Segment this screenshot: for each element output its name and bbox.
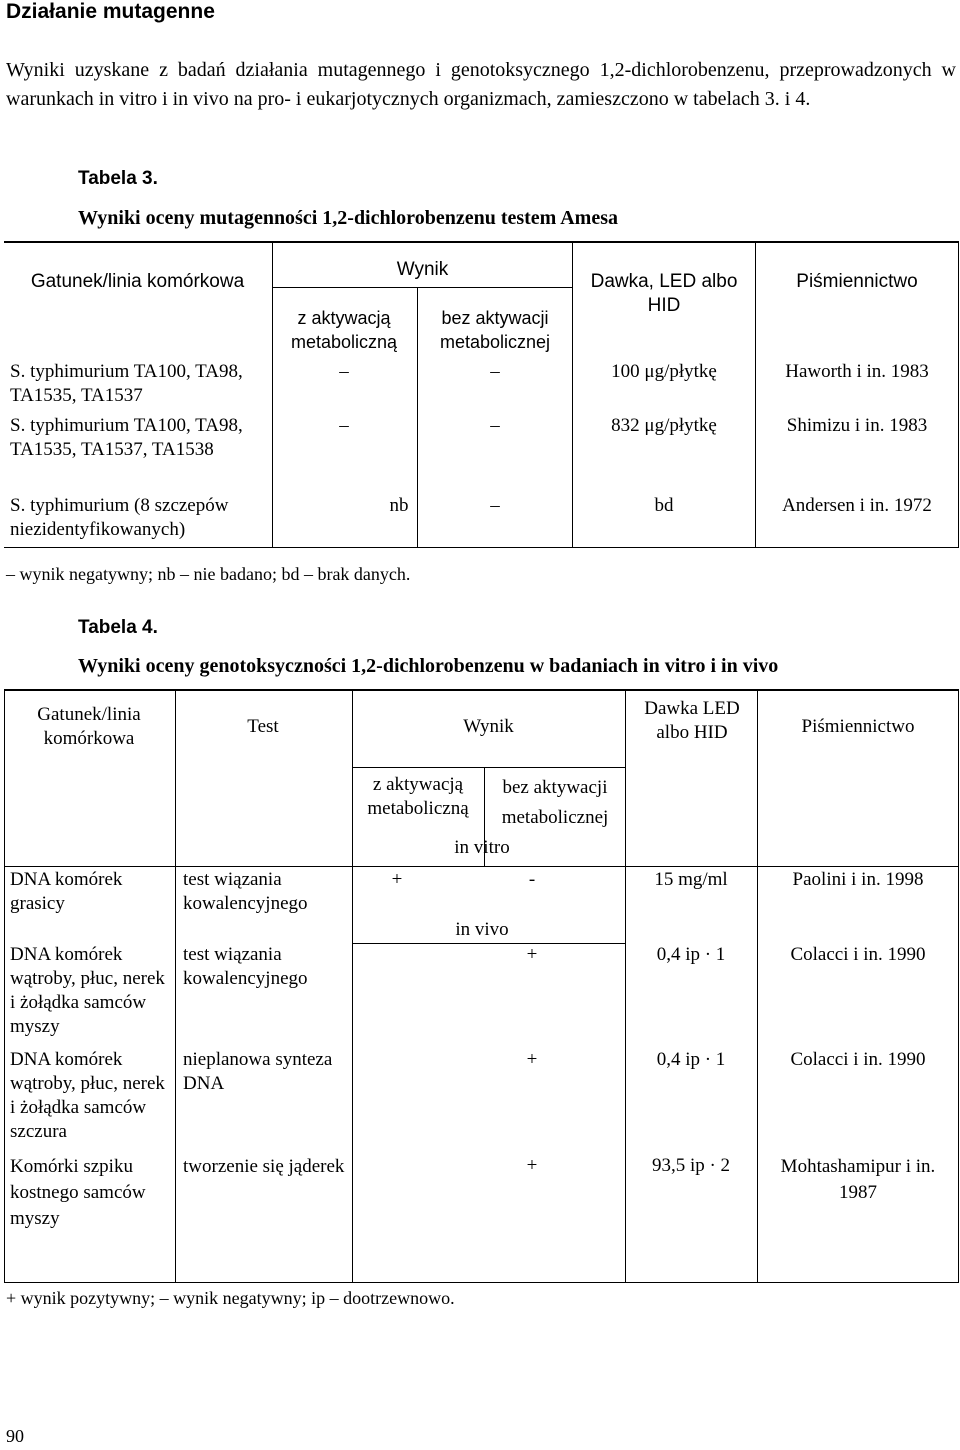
table3-title: Wyniki oceny mutagenności 1,2-dichlorobenzenu testem Amesa xyxy=(78,207,618,229)
table4-row-ref: Colacci i in. 1990 xyxy=(790,1049,926,1070)
table4-header-test: Test xyxy=(247,716,279,737)
table4-section-in-vitro: in vitro xyxy=(454,837,510,858)
table3-legend: – wynik negatywny; nb – nie badano; bd – brak danych. xyxy=(6,564,411,584)
table3-header-with-activation: z aktywacją metaboliczną xyxy=(290,308,398,352)
section-heading: Działanie mutagenne xyxy=(6,0,215,23)
table4-row-test: nieplanowa synteza DNA xyxy=(183,1049,333,1094)
table3-row-with: nb xyxy=(389,495,409,516)
table4-col-divider xyxy=(625,689,626,1282)
table4-left-border xyxy=(4,689,5,1283)
table3-row-species: S. typhimurium TA100, TA98, TA1535, TA1537 xyxy=(10,361,243,406)
table3-row-species: S. typhimurium (8 szczepów niezidentyfikowanych) xyxy=(10,495,229,540)
table4-header-literature: Piśmiennictwo xyxy=(801,716,915,737)
table3-header-dose: Dawka, LED albo HID xyxy=(590,271,738,316)
table3-bottom-border xyxy=(4,547,959,548)
table3-row-species: S. typhimurium TA100, TA98, TA1535, TA1537, TA1538 xyxy=(10,415,243,460)
table4-row-test: tworzenie się jąderek xyxy=(183,1156,345,1177)
table4-row-ref: Paolini i in. 1998 xyxy=(792,869,924,890)
table4-row-species: DNA komórek grasicy xyxy=(10,869,123,914)
table3-right-border xyxy=(958,241,959,547)
table4-subheader-rule xyxy=(352,767,625,768)
table3-header-result: Wynik xyxy=(396,259,449,280)
table4-row-dose: 0,4 ip · 1 xyxy=(656,944,726,965)
table4-caption: Tabela 4. xyxy=(78,617,158,638)
table4-row-without: - xyxy=(528,869,536,890)
table3-top-border xyxy=(4,241,959,243)
table4-col-divider xyxy=(352,689,353,1282)
table3-row-dose: 100 μg/płytkę xyxy=(611,361,717,382)
table4-row-ref: Mohtashamipur i in. 1987 xyxy=(780,1156,936,1203)
table4-row-without: + xyxy=(526,1049,538,1070)
table4-row-test: test wiązania kowalencyjnego xyxy=(183,944,308,989)
table4-right-border xyxy=(958,689,959,1283)
table4-title: Wyniki oceny genotoksyczności 1,2-dichlorobenzenu w badaniach in vitro i in vivo xyxy=(78,655,779,677)
table3-row-dose: 832 μg/płytkę xyxy=(611,415,717,436)
table3-header-without-activation: bez aktywacji metabolicznej xyxy=(439,308,551,352)
table4-top-border xyxy=(4,689,959,691)
table3-row-ref: Shimizu i in. 1983 xyxy=(786,415,928,436)
table4-row-dose: 93,5 ip · 2 xyxy=(651,1155,731,1176)
table4-header-dose: Dawka LED albo HID xyxy=(644,698,740,743)
table3-row-with: – xyxy=(339,361,349,382)
table4-row-ref: Colacci i in. 1990 xyxy=(790,944,926,965)
table4-header-result: Wynik xyxy=(463,716,514,737)
table4-row-test: test wiązania kowalencyjnego xyxy=(183,869,308,914)
table4-row-dose: 0,4 ip · 1 xyxy=(656,1049,726,1070)
table4-row-species: Komórki szpiku kostnego samców myszy xyxy=(10,1156,146,1229)
table3-row-ref: Andersen i in. 1972 xyxy=(782,495,932,516)
table3-row-without: – xyxy=(490,361,500,382)
table4-row-with: + xyxy=(391,869,403,890)
table4-header-without-activation: bez aktywacji metabolicznej xyxy=(501,777,609,828)
table4-row-without: + xyxy=(526,1155,538,1176)
table4-bottom-border xyxy=(4,1282,959,1283)
table3-col-divider xyxy=(755,241,756,547)
intro-paragraph: Wyniki uzyskane z badań działania mutagennego i genotoksycznego 1,2-dichlorobenzenu, przeprowadzonych w warunkach in vitro i in vivo na pro- i eukarjotycznych organizmach, zamieszczono w tabelach 3. i 4. xyxy=(6,59,956,110)
table3-header-species: Gatunek/linia komórkowa xyxy=(30,271,245,292)
table3-row-ref: Haworth i in. 1983 xyxy=(785,361,929,382)
table3-header-literature: Piśmiennictwo xyxy=(796,271,918,292)
table3-row-with: – xyxy=(339,415,349,436)
table3-subheader-rule xyxy=(273,287,572,288)
table4-header-with-activation: z aktywacją metaboliczną xyxy=(367,774,469,819)
table3-row-without: – xyxy=(490,495,500,516)
table4-header-bottom-rule xyxy=(4,866,959,867)
table4-row-species: DNA komórek wątroby, płuc, nerek i żołądka samców szczura xyxy=(10,1049,165,1142)
table3-row-dose: bd xyxy=(654,495,674,516)
table4-row-species: DNA komórek wątroby, płuc, nerek i żołądka samców myszy xyxy=(10,944,165,1037)
table3-caption: Tabela 3. xyxy=(78,168,158,189)
table3-row-without: – xyxy=(490,415,500,436)
table4-legend: + wynik pozytywny; – wynik negatywny; ip – dootrzewnowo. xyxy=(6,1288,455,1308)
table4-row-without: + xyxy=(526,944,538,965)
table4-section-in-vivo: in vivo xyxy=(455,919,509,940)
table4-col-divider xyxy=(757,689,758,1282)
table4-row-dose: 15 mg/ml xyxy=(654,869,728,890)
page-number: 90 xyxy=(6,1426,24,1446)
table4-col-divider xyxy=(175,689,176,1282)
table3-col-divider xyxy=(572,241,573,547)
table4-header-species: Gatunek/linia komórkowa xyxy=(37,704,141,749)
